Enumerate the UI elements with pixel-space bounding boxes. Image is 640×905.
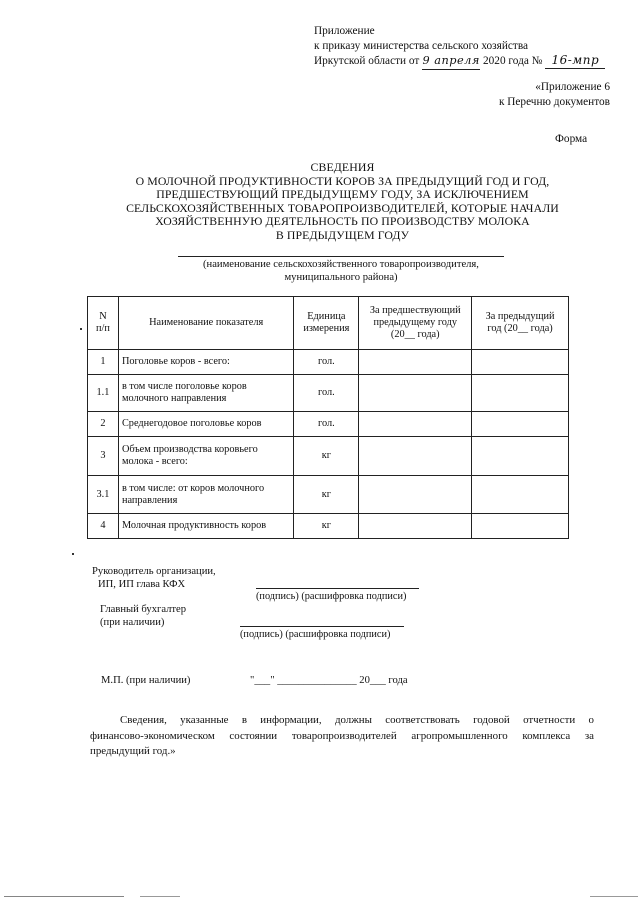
- row-num: 4: [88, 514, 119, 539]
- handwritten-date: 9 апреля: [422, 54, 480, 70]
- footnote-paragraph: [90, 713, 594, 760]
- table-row: [88, 350, 569, 375]
- stamp-label: М.П. (при наличии): [101, 675, 191, 686]
- row-name: Молочная продуктивность коров: [118, 514, 293, 539]
- row-prev-value: [472, 375, 569, 412]
- row-unit: кг: [294, 437, 359, 476]
- appendix-ref-line-1: «Приложение 6: [535, 81, 610, 93]
- scan-noise-mark: [72, 553, 74, 555]
- producer-name-line: [178, 256, 504, 257]
- appendix-reference: [430, 80, 610, 109]
- row-prev-value: [472, 350, 569, 375]
- footnote-line-3: предыдущий год.»: [90, 745, 176, 757]
- form-label: Форма: [555, 133, 588, 145]
- title-line: О МОЛОЧНОЙ ПРОДУКТИВНОСТИ КОРОВ ЗА ПРЕДЫДУЩИЙ ГОД И ГОД,: [135, 173, 550, 188]
- footnote-line-1: Сведения, указанные в информации, должны соответствовать годовой отчетности о: [120, 714, 594, 726]
- annex-line-1: Приложение: [314, 25, 375, 37]
- annex-line-3-mid: 2020 года №: [483, 55, 543, 67]
- scan-noise-mark: [140, 896, 180, 897]
- row-num: 3.1: [88, 476, 119, 514]
- head-signature-caption: (подпись) (расшифровка подписи): [256, 591, 407, 602]
- annex-line-3: [314, 53, 605, 70]
- title-line: В ПРЕДЫДУЩЕМ ГОДУ: [275, 227, 410, 242]
- row-name: в том числе поголовье коров молочного направления: [118, 375, 293, 412]
- header-prev-prev-year: За предшествующий предыдущему году (20__ года): [359, 297, 472, 350]
- head-signatory-line-2: ИП, ИП глава КФХ: [98, 579, 186, 590]
- row-name: Поголовье коров - всего:: [118, 350, 293, 375]
- footnote-line-2: финансово-экономическом состоянии товаропроизводителей агропромышленного комплекса за: [90, 729, 594, 742]
- header-unit: Единица измерения: [294, 297, 359, 350]
- handwritten-number: 16-мпр: [545, 53, 605, 69]
- row-unit: гол.: [294, 375, 359, 412]
- header-num: N п/п: [88, 297, 119, 350]
- scan-noise-mark: [80, 328, 82, 330]
- row-prev-prev-value: [359, 514, 472, 539]
- head-signatory-line-1: Руководитель организации,: [92, 566, 216, 577]
- row-unit: кг: [294, 476, 359, 514]
- row-name: в том числе: от коров молочного направления: [118, 476, 293, 514]
- row-prev-value: [472, 476, 569, 514]
- accountant-line-2: (при наличии): [100, 617, 165, 628]
- row-prev-prev-value: [359, 476, 472, 514]
- annex-header: [314, 24, 605, 70]
- appendix-ref-line-2: к Перечню документов: [498, 95, 610, 108]
- table-header-row: [88, 297, 569, 350]
- table-row: [88, 375, 569, 412]
- row-unit: кг: [294, 514, 359, 539]
- row-name: Среднегодовое поголовье коров: [118, 412, 293, 437]
- producer-caption-line-1: (наименование сельскохозяйственного товаропроизводителя,: [203, 259, 479, 270]
- row-prev-prev-value: [359, 350, 472, 375]
- accountant-line-1: Главный бухгалтер: [100, 604, 187, 615]
- table-row: [88, 514, 569, 539]
- header-name: Наименование показателя: [118, 297, 293, 350]
- table-row: [88, 476, 569, 514]
- row-prev-prev-value: [359, 437, 472, 476]
- row-num: 2: [88, 412, 119, 437]
- title-line: СЕЛЬСКОХОЗЯЙСТВЕННЫХ ТОВАРОПРОИЗВОДИТЕЛЕЙ, КОТОРЫЕ НАЧАЛИ: [126, 200, 559, 215]
- title-line: СВЕДЕНИЯ: [310, 160, 375, 174]
- scan-noise-mark: [4, 896, 124, 897]
- document-title: [110, 161, 575, 243]
- row-prev-prev-value: [359, 412, 472, 437]
- head-signature-line: [256, 588, 419, 589]
- annex-line-3-prefix: Иркутской области от: [314, 55, 420, 67]
- scan-noise-mark: [590, 896, 638, 897]
- head-signatory: [92, 565, 216, 591]
- table-row: [88, 437, 569, 476]
- row-prev-value: [472, 412, 569, 437]
- accountant-signatory: [100, 603, 186, 629]
- accountant-signature-line: [240, 626, 404, 627]
- row-name: Объем производства коровьего молока - всего:: [118, 437, 293, 476]
- row-num: 3: [88, 437, 119, 476]
- indicators-table: [87, 296, 569, 539]
- row-num: 1: [88, 350, 119, 375]
- header-prev-year: За предыдущий год (20__ года): [472, 297, 569, 350]
- table-row: [88, 412, 569, 437]
- row-unit: гол.: [294, 350, 359, 375]
- producer-caption-line-2: муниципального района): [284, 272, 398, 283]
- row-unit: гол.: [294, 412, 359, 437]
- accountant-signature-caption: (подпись) (расшифровка подписи): [240, 629, 391, 640]
- row-num: 1.1: [88, 375, 119, 412]
- row-prev-value: [472, 437, 569, 476]
- title-line: ПРЕДШЕСТВУЮЩИЙ ПРЕДЫДУЩЕМУ ГОДУ, ЗА ИСКЛЮЧЕНИЕМ: [156, 187, 529, 202]
- row-prev-prev-value: [359, 375, 472, 412]
- date-field: "___" _______________ 20___ года: [250, 675, 408, 686]
- annex-line-2: к приказу министерства сельского хозяйства: [314, 39, 529, 52]
- row-prev-value: [472, 514, 569, 539]
- title-line: ХОЗЯЙСТВЕННУЮ ДЕЯТЕЛЬНОСТЬ ПО ПРОИЗВОДСТВУ МОЛОКА: [155, 214, 530, 229]
- producer-caption: [160, 258, 522, 284]
